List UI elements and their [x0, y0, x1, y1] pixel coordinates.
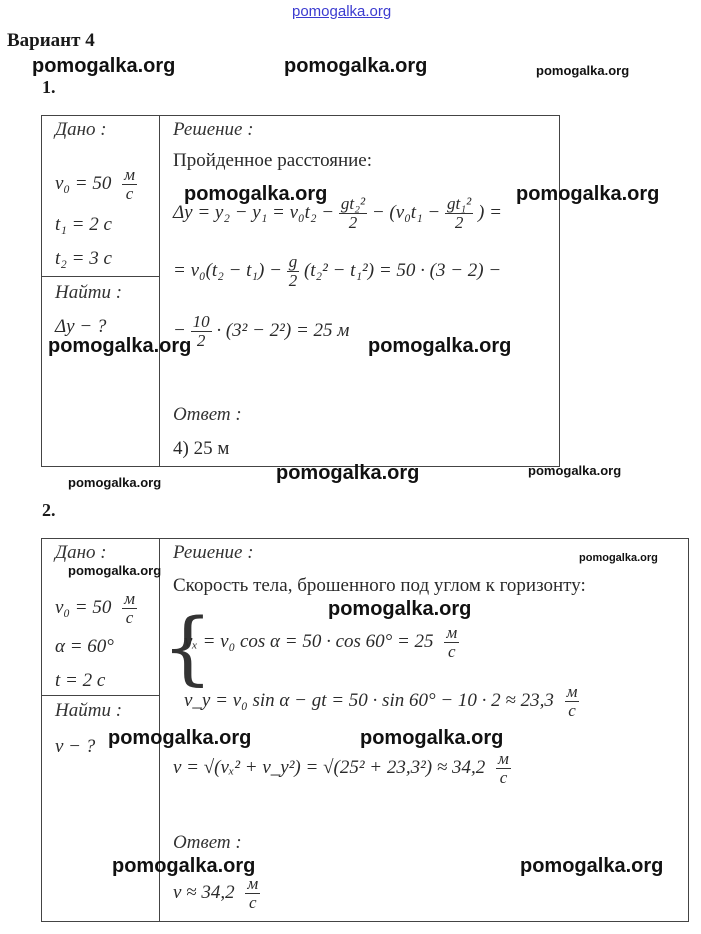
answer-label: Ответ :: [173, 832, 242, 853]
watermark: pomogalka.org: [328, 598, 472, 620]
watermark: pomogalka.org: [276, 462, 420, 484]
answer-value: v ≈ 34,2 $\frac{м}{с}$: [173, 874, 259, 912]
given-v0: v₀ = 50 $\frac{м}{с}$: [55, 589, 135, 627]
find-value: v − ?: [55, 736, 96, 757]
equation-vy: v_y = v₀ sin α − gt = 50 · sin 60° − 10 · 2 ≈ 23,3 $\frac{м}{с}$: [184, 682, 578, 720]
find-value: Δy − ?: [55, 316, 107, 337]
given-v0: v₀ = 50 $\frac{м}{с}$: [55, 165, 135, 203]
solution-label: Решение :: [173, 542, 254, 563]
given-t1: t₁ = 2 с: [55, 214, 112, 235]
watermark: pomogalka.org: [68, 563, 162, 578]
watermark: pomogalka.org: [48, 335, 192, 357]
problem-2-number: 2.: [42, 500, 56, 520]
watermark: pomogalka.org: [184, 183, 328, 205]
solution-text: Пройденное расстояние:: [173, 150, 373, 171]
answer-value: 4) 25 м: [173, 438, 230, 459]
watermark: pomogalka.org: [368, 335, 512, 357]
solution-text: Скорость тела, брошенного под углом к горизонту:: [173, 575, 586, 596]
given-label: Дано :: [55, 542, 107, 563]
solution-label: Решение :: [173, 119, 254, 140]
watermark: pomogalka.org: [112, 855, 256, 877]
system-brace: {: [162, 601, 213, 694]
watermark: pomogalka.org: [32, 55, 176, 77]
answer-label: Ответ :: [173, 404, 242, 425]
site-link[interactable]: pomogalka.org: [292, 3, 392, 20]
given-alpha: α = 60°: [55, 636, 114, 657]
table-divider: [41, 276, 159, 277]
equation-vx: vₓ = v₀ cos α = 50 · cos 60° = 25 $\frac{м}{с}$: [184, 623, 458, 661]
table-divider: [41, 695, 159, 696]
equation-1: Δy = y₂ − y₁ = v₀t₂ − $\frac{\text{gt₂²}}{2}$ − (v₀t₁ − $\frac{\text{gt₁²}}{2}$ ) =: [173, 194, 502, 232]
watermark: pomogalka.org: [108, 727, 252, 749]
find-label: Найти :: [55, 282, 123, 303]
watermark: pomogalka.org: [360, 727, 504, 749]
find-label: Найти :: [55, 700, 123, 721]
equation-2: = v₀(t₂ − t₁) − $\frac{g}{2}$ (t₂² − t₁²) = 50 · (3 − 2) −: [173, 252, 502, 290]
equation-v: v = √(vₓ² + v_y²) = √(25² + 23,3²) ≈ 34,2 $\frac{м}{с}$: [173, 749, 509, 787]
equation-3: − $\frac{10}{2}$ · (3² − 2²) = 25 м: [173, 312, 350, 350]
given-t: t = 2 с: [55, 670, 106, 691]
watermark: pomogalka.org: [528, 463, 622, 478]
problem-1-number: 1.: [42, 77, 56, 97]
given-label: Дано :: [55, 119, 107, 140]
watermark: pomogalka.org: [68, 475, 162, 490]
watermark: pomogalka.org: [516, 183, 660, 205]
watermark: pomogalka.org: [284, 55, 428, 77]
given-t2: t₂ = 3 с: [55, 248, 112, 269]
watermark: pomogalka.org: [536, 63, 630, 78]
watermark: pomogalka.org: [520, 855, 664, 877]
table-divider: [159, 115, 160, 466]
watermark: pomogalka.org: [579, 552, 658, 564]
page-title: Вариант 4: [7, 30, 95, 51]
